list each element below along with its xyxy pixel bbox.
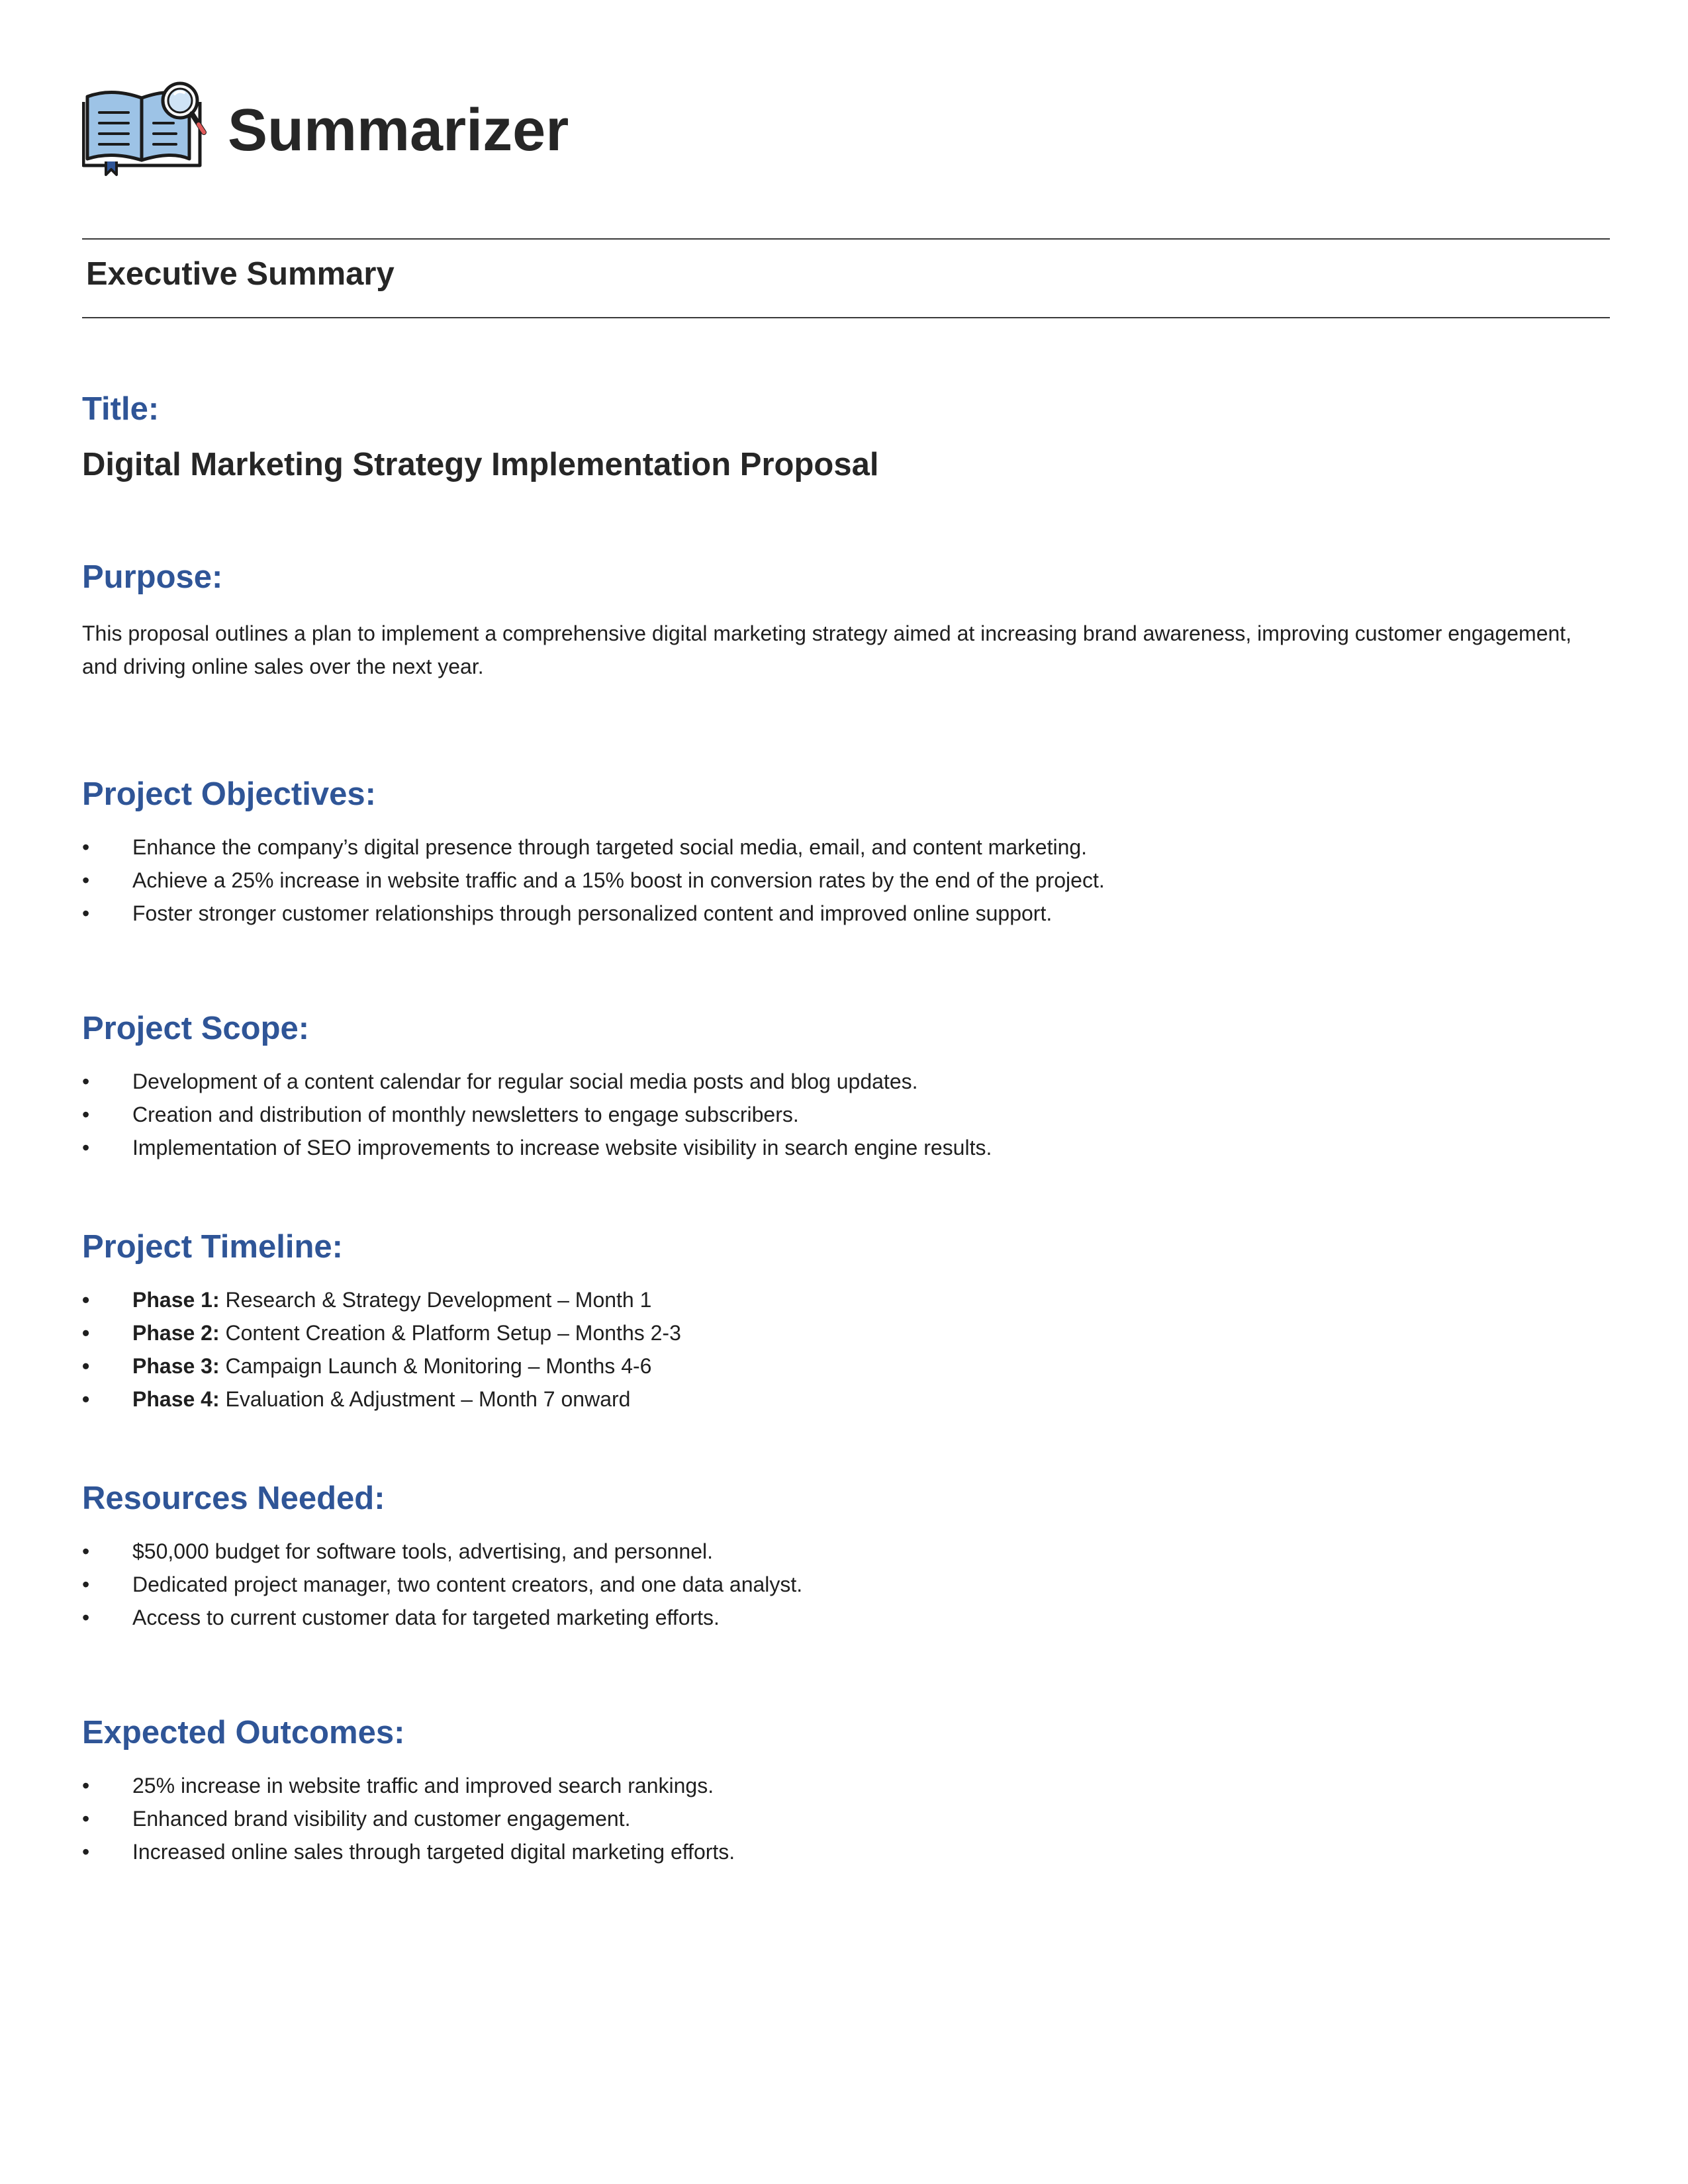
resource-text: Dedicated project manager, two content creators, and one data analyst. <box>132 1572 803 1596</box>
objective-text: Achieve a 25% increase in website traffic and a 15% boost in conversion rates by the end of the project. <box>132 868 1105 892</box>
bullet-dot: • <box>82 1774 90 1797</box>
purpose-heading: Purpose: <box>82 559 223 595</box>
phase-label: Phase 1: <box>132 1288 220 1312</box>
bullet-dot: • <box>82 835 90 859</box>
list-item <box>82 864 1105 897</box>
title-heading: Title: <box>82 391 160 427</box>
list-item <box>82 1065 992 1098</box>
list-item <box>82 1535 802 1568</box>
timeline-list <box>82 1283 681 1416</box>
bullet-dot: • <box>82 1321 90 1345</box>
list-item <box>82 1835 735 1868</box>
outcome-text: Increased online sales through targeted digital marketing efforts. <box>132 1840 735 1864</box>
list-item <box>82 1802 735 1835</box>
bullet-dot: • <box>82 1136 90 1160</box>
outcomes-list <box>82 1769 735 1868</box>
scope-text: Implementation of SEO improvements to increase website visibility in search engine results. <box>132 1136 992 1160</box>
list-item <box>82 1383 681 1416</box>
bullet-dot: • <box>82 1288 90 1312</box>
phase-text: Content Creation & Platform Setup – Months 2-3 <box>219 1321 681 1345</box>
bullet-dot: • <box>82 868 90 892</box>
resource-text: $50,000 budget for software tools, advertising, and personnel. <box>132 1539 714 1563</box>
bullet-dot: • <box>82 1103 90 1126</box>
document-type-label: Executive Summary <box>86 256 395 292</box>
objective-text: Enhance the company’s digital presence through targeted social media, email, and content marketing. <box>132 835 1088 859</box>
outcome-text: Enhanced brand visibility and customer engagement. <box>132 1807 631 1831</box>
list-item <box>82 831 1105 864</box>
bullet-dot: • <box>82 1840 90 1864</box>
app-header <box>82 78 569 177</box>
bullet-dot: • <box>82 1572 90 1596</box>
phase-label: Phase 2: <box>132 1321 220 1345</box>
objective-text: Foster stronger customer relationships through personalized content and improved online support. <box>132 901 1053 925</box>
scope-text: Creation and distribution of monthly newsletters to engage subscribers. <box>132 1103 799 1126</box>
resources-heading: Resources Needed: <box>82 1480 385 1516</box>
scope-list <box>82 1065 992 1164</box>
resource-text: Access to current customer data for targeted marketing efforts. <box>132 1606 720 1629</box>
bullet-dot: • <box>82 1807 90 1831</box>
bullet-dot: • <box>82 1069 90 1093</box>
header-divider-top <box>82 238 1610 240</box>
outcomes-heading: Expected Outcomes: <box>82 1715 405 1751</box>
phase-label: Phase 3: <box>132 1354 220 1378</box>
list-item <box>82 1098 992 1131</box>
resources-list <box>82 1535 802 1634</box>
list-item <box>82 1568 802 1601</box>
list-item <box>82 1769 735 1802</box>
book-magnifier-icon <box>82 78 208 177</box>
document-title: Digital Marketing Strategy Implementation Proposal <box>82 447 879 482</box>
bullet-dot: • <box>82 901 90 925</box>
app-title: Summarizer <box>228 97 569 163</box>
phase-label: Phase 4: <box>132 1387 220 1411</box>
timeline-heading: Project Timeline: <box>82 1229 343 1265</box>
phase-text: Campaign Launch & Monitoring – Months 4-6 <box>219 1354 652 1378</box>
list-item <box>82 1316 681 1349</box>
scope-heading: Project Scope: <box>82 1011 310 1046</box>
list-item <box>82 897 1105 930</box>
list-item <box>82 1283 681 1316</box>
objectives-list <box>82 831 1105 930</box>
bullet-dot: • <box>82 1606 90 1629</box>
header-divider-bottom <box>82 317 1610 318</box>
list-item <box>82 1131 992 1164</box>
objectives-heading: Project Objectives: <box>82 776 376 812</box>
phase-text: Research & Strategy Development – Month 1 <box>219 1288 652 1312</box>
list-item <box>82 1601 802 1634</box>
phase-text: Evaluation & Adjustment – Month 7 onward <box>219 1387 631 1411</box>
bullet-dot: • <box>82 1354 90 1378</box>
scope-text: Development of a content calendar for regular social media posts and blog updates. <box>132 1069 918 1093</box>
purpose-text: This proposal outlines a plan to implement a comprehensive digital marketing strategy aimed at increasing brand awareness, improving customer engagement, and driving online sales over the next year. <box>82 621 1572 678</box>
bullet-dot: • <box>82 1387 90 1411</box>
bullet-dot: • <box>82 1539 90 1563</box>
list-item <box>82 1349 681 1383</box>
outcome-text: 25% increase in website traffic and improved search rankings. <box>132 1774 714 1797</box>
